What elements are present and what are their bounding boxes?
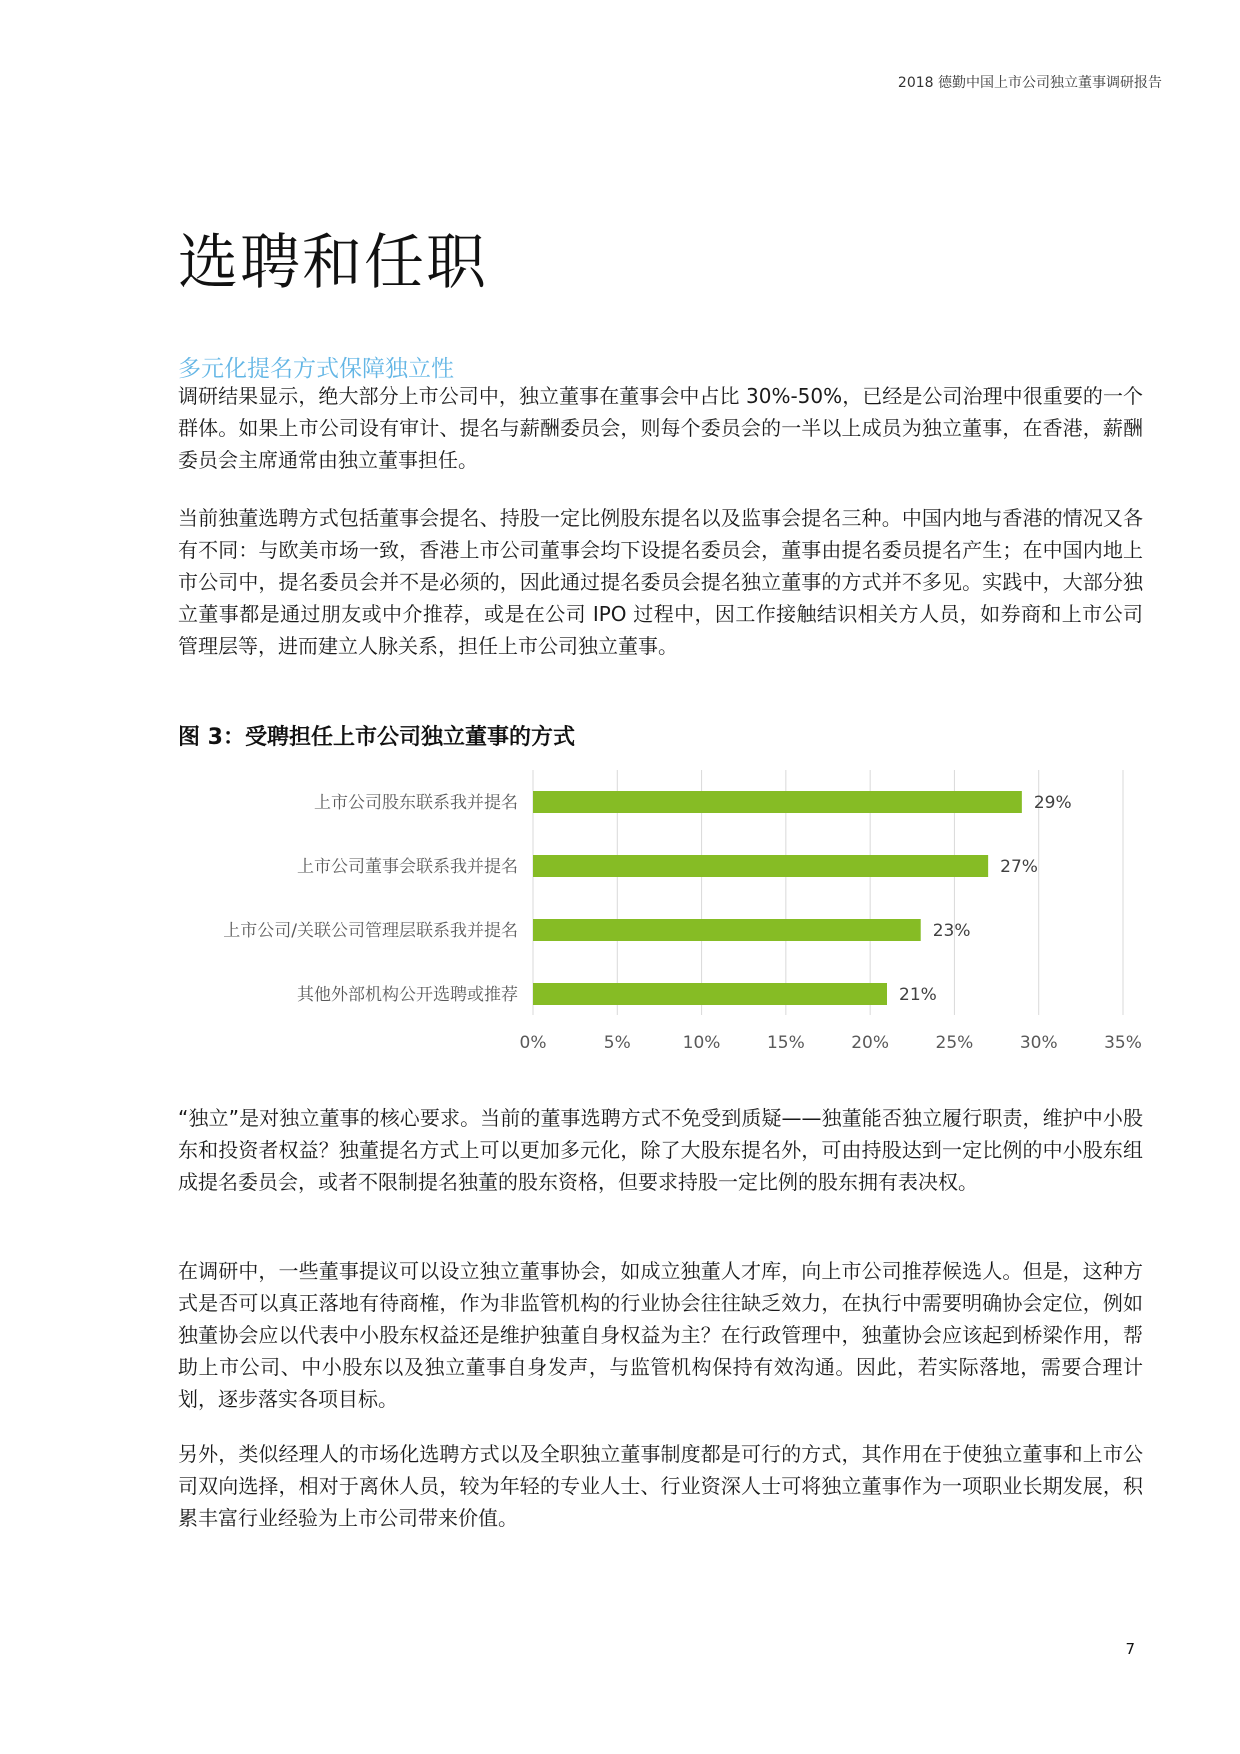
data-label: 29% xyxy=(1033,793,1072,813)
x-tick-label: 25% xyxy=(935,1033,974,1053)
bar-chart xyxy=(178,770,1158,1070)
x-tick-label: 35% xyxy=(1104,1033,1142,1053)
bar xyxy=(533,983,887,1005)
bar xyxy=(533,855,988,877)
category-label: 其他外部机构公开选聘或推荐 xyxy=(297,985,518,1005)
category-label: 上市公司股东联系我并提名 xyxy=(314,793,518,813)
page-title: 选聘和任职 xyxy=(178,228,488,298)
x-tick-label: 15% xyxy=(766,1033,805,1053)
paragraph-5: 另外，类似经理人的市场化选聘方式以及全职独立董事制度都是可行的方式，其作用在于使独立董事和上市公司双向选择，相对于离休人员，较为年轻的专业人士、行业资深人士可将独立董事作为一项职业长期发展，积累丰富行业经验为上市公司带来价值。 xyxy=(178,1442,1143,1530)
data-label: 27% xyxy=(1000,857,1038,877)
section-heading: 多元化提名方式保障独立性 xyxy=(178,356,454,382)
x-tick-label: 30% xyxy=(1019,1033,1058,1053)
bar xyxy=(533,791,1022,813)
category-label: 上市公司董事会联系我并提名 xyxy=(297,857,518,877)
data-label: 23% xyxy=(932,921,971,941)
x-tick-label: 20% xyxy=(851,1033,890,1053)
figure-caption: 图 3：受聘担任上市公司独立董事的方式 xyxy=(178,725,575,750)
report-header: 2018 德勤中国上市公司独立董事调研报告 xyxy=(897,75,1162,91)
x-tick-label: 0% xyxy=(519,1033,547,1053)
bar xyxy=(533,919,921,941)
x-tick-label: 5% xyxy=(603,1033,631,1053)
page-number: 7 xyxy=(1125,1640,1135,1658)
paragraph-3: “独立”是对独立董事的核心要求。当前的董事选聘方式不免受到质疑——独董能否独立履行职责，维护中小股东和投资者权益？独董提名方式上可以更加多元化，除了大股东提名外，可由持股达到一定比例的中小股东组成提名委员会，或者不限制提名独董的股东资格，但要求持股一定比例的股东拥有表决权。 xyxy=(178,1106,1143,1194)
category-label: 上市公司/关联公司管理层联系我并提名 xyxy=(223,921,518,941)
paragraph-1: 调研结果显示，绝大部分上市公司中，独立董事在董事会中占比 30%-50%，已经是公司治理中很重要的一个群体。如果上市公司设有审计、提名与薪酬委员会，则每个委员会的一半以上成员为独立董事，在香港，薪酬委员会主席通常由独立董事担任。 xyxy=(178,384,1143,472)
paragraph-2: 当前独董选聘方式包括董事会提名、持股一定比例股东提名以及监事会提名三种。中国内地与香港的情况又各有不同：与欧美市场一致，香港上市公司董事会均下设提名委员会，董事由提名委员提名产生；在中国内地上市公司中，提名委员会并不是必须的，因此通过提名委员会提名独立董事的方式并不多见。实践中，大部分独立董事都是通过朋友或中介推荐，或是在公司 IPO 过程中，因工作接触结识相关方人员，如券商和上市公司管理层等，进而建立人脉关系，担任上市公司独立董事。 xyxy=(178,506,1143,658)
data-label: 21% xyxy=(899,985,937,1005)
paragraph-4: 在调研中，一些董事提议可以设立独立董事协会，如成立独董人才库，向上市公司推荐候选人。但是，这种方式是否可以真正落地有待商榷，作为非监管机构的行业协会往往缺乏效力，在执行中需要明确协会定位，例如独董协会应以代表中小股东权益还是维护独董自身权益为主？在行政管理中，独董协会应该起到桥梁作用，帮助上市公司、中小股东以及独立董事自身发声，与监管机构保持有效沟通。因此，若实际落地，需要合理计划，逐步落实各项目标。 xyxy=(178,1259,1143,1411)
x-tick-label: 10% xyxy=(682,1033,721,1053)
